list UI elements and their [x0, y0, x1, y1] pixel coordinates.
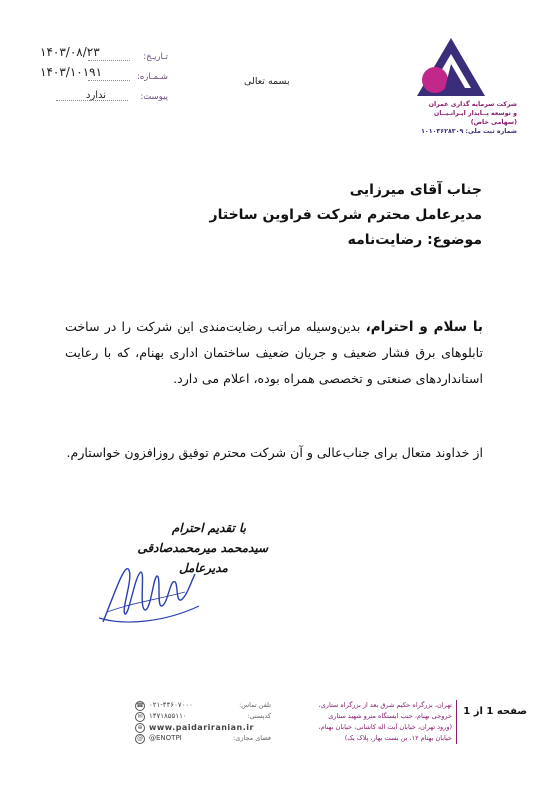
- website-link[interactable]: www.paidariranian.ir: [149, 723, 254, 732]
- phone-label: تلفن تماس:: [239, 701, 271, 709]
- signer-position: مدیرعامل: [178, 561, 228, 575]
- attachment-value: ندارد: [86, 90, 107, 101]
- date-value: ۱۴۰۳/۰۸/۲۳: [40, 45, 100, 59]
- address-line-1: تهران، بزرگراه حکیم شرق بعد از بزرگراه ستاری،: [318, 701, 452, 709]
- social-label: فضای مجازی:: [233, 734, 271, 742]
- footer-address: [290, 700, 457, 744]
- address-line-3: (ورود تهران، خیابان آیت اله کاشانی، خیابان بهنام،: [318, 723, 452, 731]
- body-paragraph-1: [65, 314, 483, 392]
- attachment-label: پیوست:: [140, 92, 168, 102]
- globe-icon: ⊕: [135, 723, 145, 733]
- number-label: شـمـاره:: [136, 72, 168, 82]
- paragraph-2-text: از خداوند متعال برای جناب‌عالی و آن شرکت محترم توفیق روزافزون خواستارم.: [66, 445, 483, 460]
- letter-header-fields: [28, 45, 168, 108]
- address-line-2: خروجی بهنام، جنب ایستگاه مترو شهید ستاری: [328, 712, 452, 720]
- company-logo: [415, 36, 515, 98]
- phone-value: ۰۲۱-۴۴۶۰۷۰۰۰: [149, 701, 193, 709]
- attachment-field: [28, 88, 168, 108]
- handwritten-signature-icon: [95, 552, 205, 630]
- company-info: [407, 100, 517, 136]
- company-registration: شماره ثبت ملی: ۱۰۱۰۳۶۲۸۳۰۹: [421, 128, 517, 135]
- website-row: [135, 723, 271, 734]
- phone-icon: ☎: [136, 702, 144, 709]
- logo-mark-icon: [415, 36, 487, 98]
- mail-icon: ✉: [135, 712, 145, 722]
- greeting: با سلام و احترام،: [365, 319, 483, 335]
- basmala: بسمه تعالی: [244, 76, 290, 87]
- signer-name: سیدمحمد میرمحمدصادقی: [137, 541, 268, 555]
- company-name-line3: (سهامی خاص): [470, 119, 517, 126]
- social-value: @ENOTPI: [149, 734, 182, 742]
- postal-value: ۱۴۷۱۸۵۵۱۱۰: [149, 712, 187, 720]
- recipient-name: جناب آقای میرزایی: [349, 182, 482, 198]
- date-label: تـاریـخ:: [143, 52, 168, 62]
- address-line-4: خیابان بهنام ۱۲، بن بست بهار، پلاک یک): [344, 734, 452, 742]
- company-name-line2: و توسعه پــایدار ایـرانـیــان: [433, 110, 517, 117]
- company-name-line1: شرکت سرمایه گذاری عمران: [428, 101, 517, 108]
- subject-line: موضوع: رضایت‌نامه: [347, 232, 482, 248]
- at-icon: @: [137, 735, 143, 742]
- closing-line: با تقدیم احترام: [171, 521, 246, 535]
- paragraph-1-text: بدین‌وسیله مراتب رضایت‌مندی این شرکت را در ساخت تابلوهای برق فشار ضعیف و جریان ضعیف ساختمان اداری بهنام، که با رعایت استانداردهای صنعتی و تخصصی همراه بوده، اعلام می دارد.: [65, 319, 483, 386]
- number-value: ۱۴۰۳/۱۰۱۹۱: [40, 65, 103, 79]
- page-number: صفحه 1 از 1: [463, 706, 527, 717]
- recipient-title: مدیرعامل محترم شرکت فراوین ساختار: [209, 207, 482, 223]
- number-field: [28, 65, 168, 88]
- addressee-block: [122, 178, 482, 253]
- phone-row: [135, 701, 271, 712]
- social-row: [135, 734, 271, 745]
- body-paragraph-2: [65, 440, 483, 466]
- footer-contact: [135, 701, 271, 745]
- postal-row: [135, 712, 271, 723]
- postal-label: کدپستی:: [247, 712, 271, 720]
